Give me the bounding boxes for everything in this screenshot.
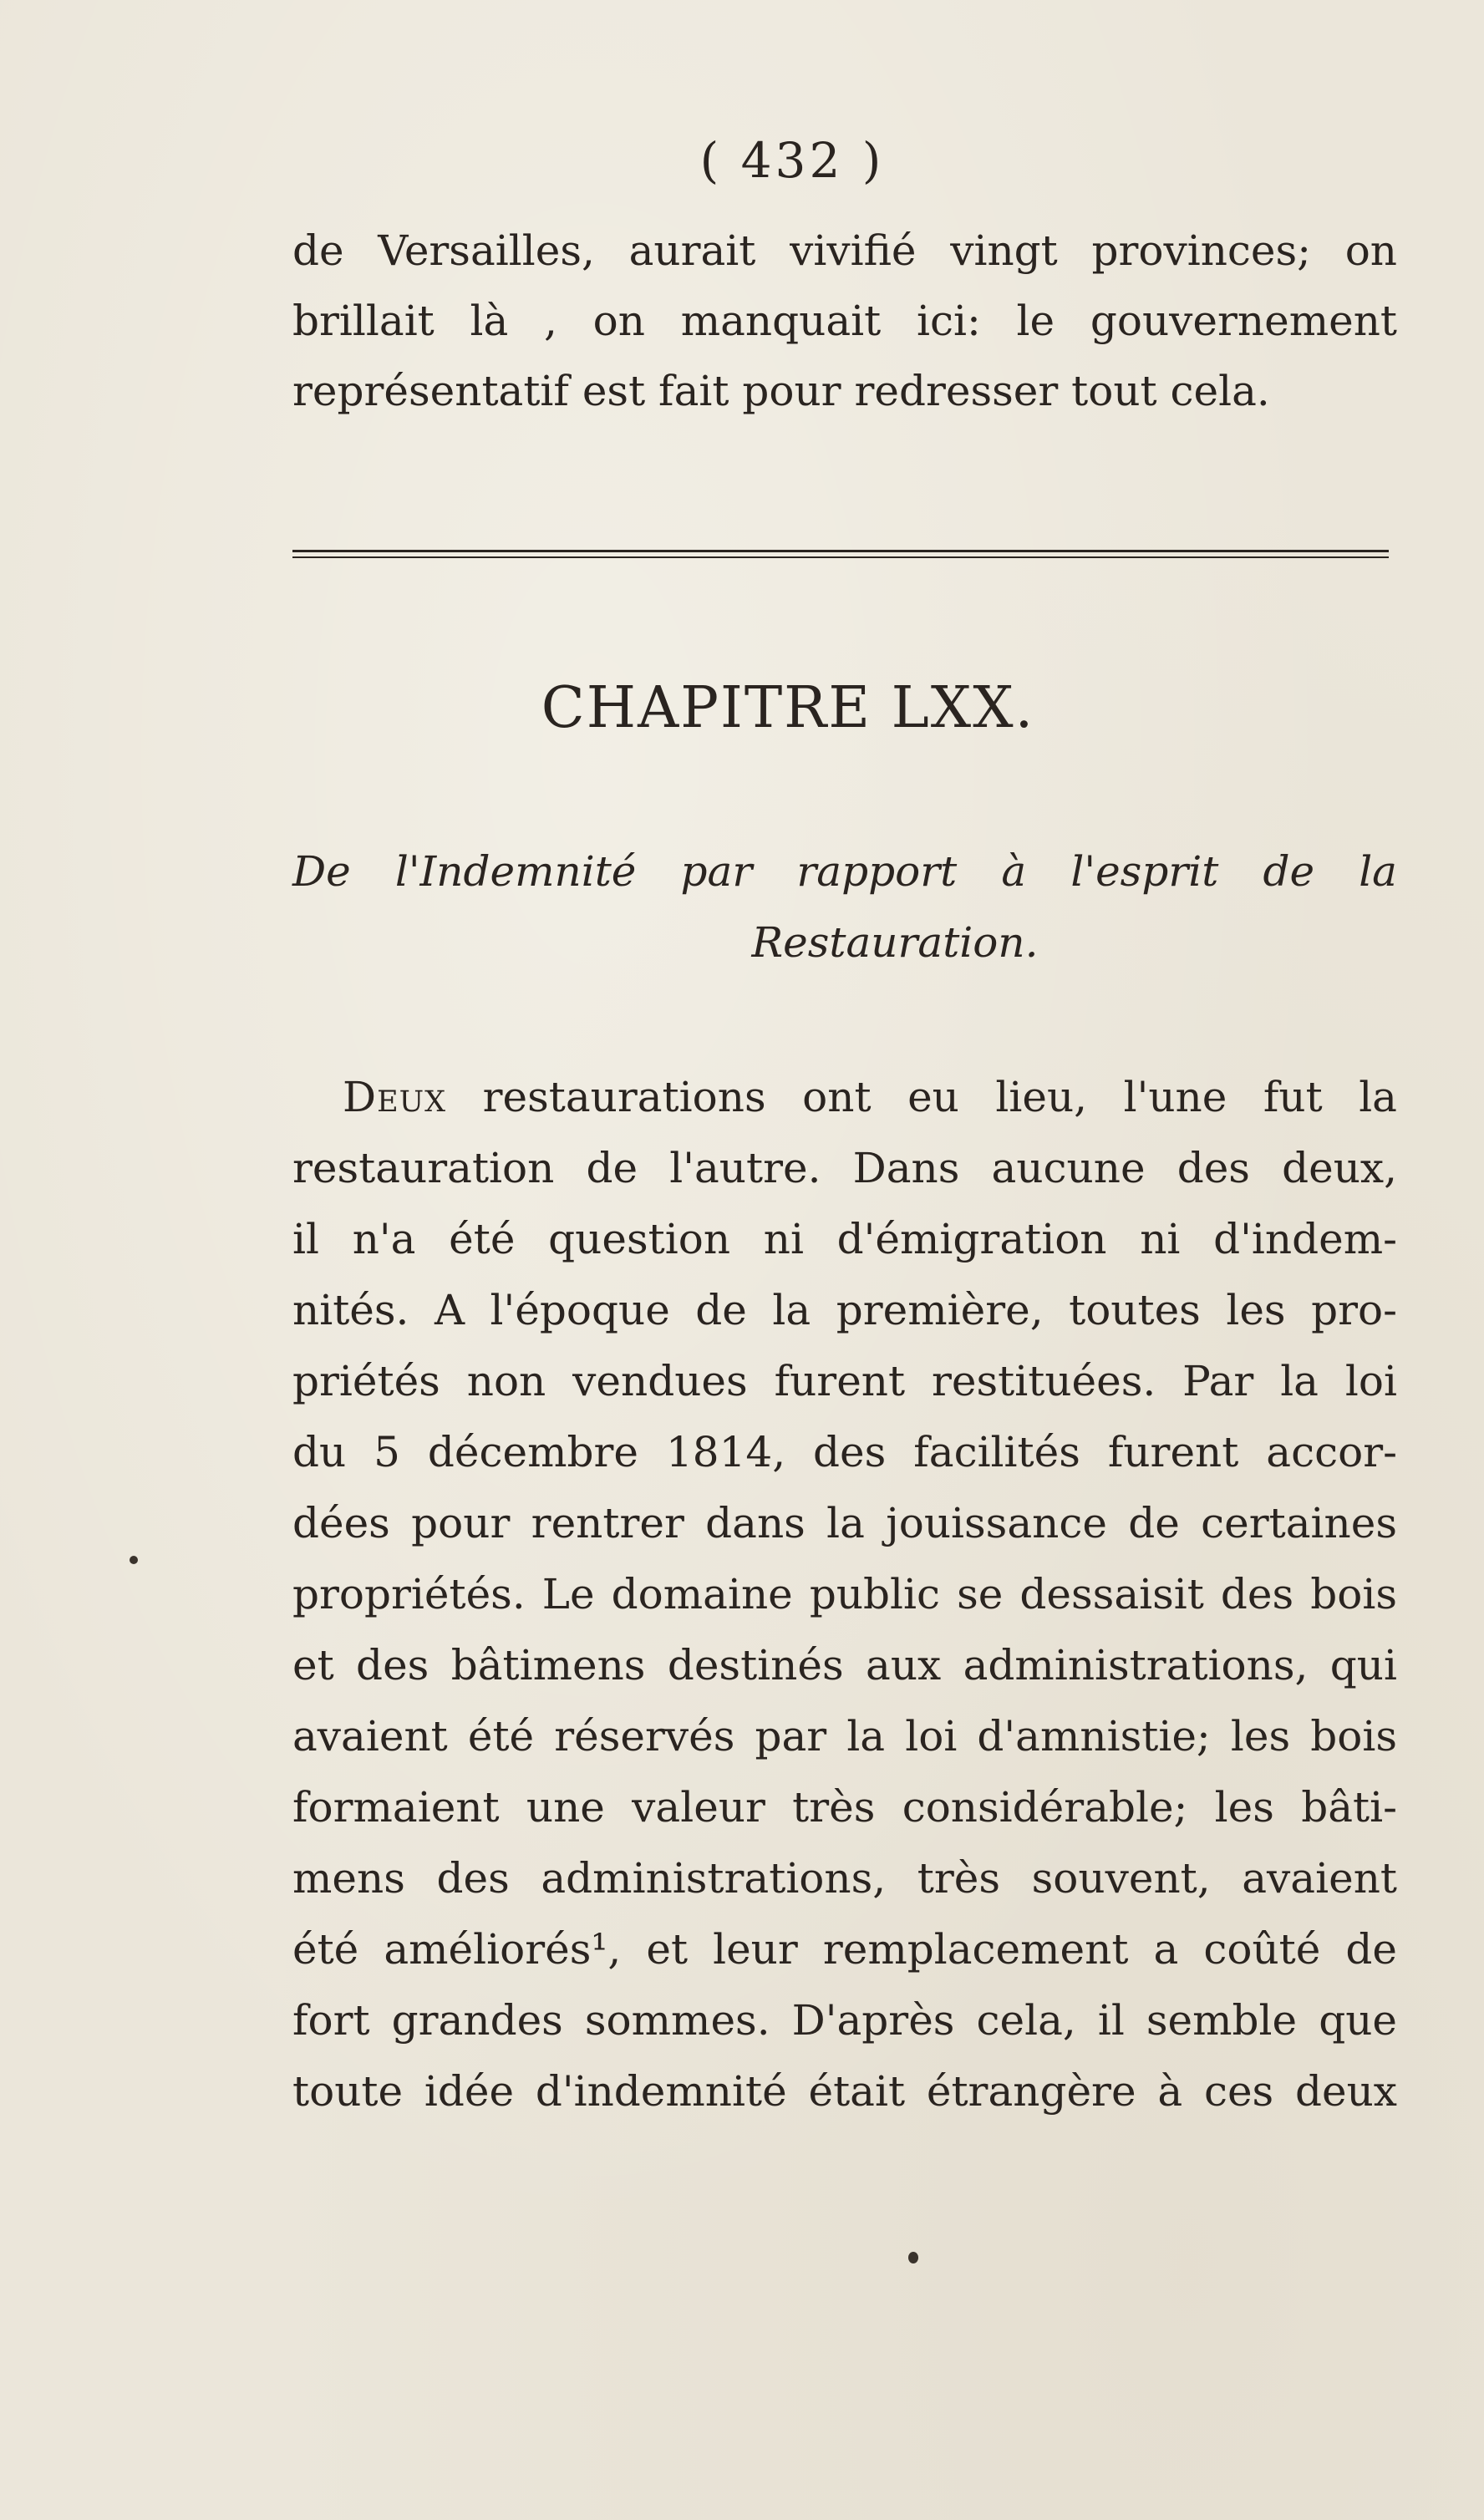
- text-line: propriétés. Le domaine public se dessaisit des bois: [292, 1570, 1397, 1618]
- text-line: formaient une valeur très considérable; les bâti-: [292, 1783, 1397, 1832]
- text-line: fort grandes sommes. D'après cela, il semble que: [292, 1996, 1397, 2045]
- text-line: du 5 décembre 1814, des facilités furent accor-: [292, 1428, 1397, 1476]
- chapter-title: CHAPITRE LXX.: [541, 675, 1035, 741]
- chapter-divider-top: [292, 550, 1389, 552]
- text-line: nités. A l'époque de la première, toutes les pro-: [292, 1286, 1397, 1334]
- text-line: et des bâtimens destinés aux administrations, qui: [292, 1641, 1397, 1689]
- chapter-subtitle-line1: De l'Indemnité par rapport à l'esprit de la: [292, 847, 1397, 896]
- text-line-first: [292, 1072, 1397, 1122]
- first-line-text: restaurations ont eu lieu, l'une fut la: [446, 1073, 1397, 1121]
- chapter-divider-bottom: [292, 556, 1389, 558]
- ink-speck: [908, 2252, 918, 2263]
- text-line: été améliorés¹, et leur remplacement a coûté de: [292, 1925, 1397, 1974]
- text-line: représentatif est fait pour redresser tout cela.: [292, 367, 1270, 415]
- text-line: avaient été réservés par la loi d'amnistie; les bois: [292, 1712, 1397, 1760]
- ink-speck: [130, 1556, 138, 1564]
- chapter-subtitle-line2: Restauration.: [751, 918, 1039, 967]
- drop-word: Deux: [343, 1073, 447, 1121]
- page-number: ( 432 ): [699, 132, 885, 189]
- text-line: toute idée d'indemnité était étrangère à ces deux: [292, 2067, 1397, 2116]
- text-line: priétés non vendues furent restituées. Par la loi: [292, 1357, 1397, 1405]
- text-line: de Versailles, aurait vivifié vingt provinces; on: [292, 226, 1397, 275]
- text-line: il n'a été question ni d'émigration ni d'indem-: [292, 1215, 1397, 1263]
- text-line: mens des administrations, très souvent, avaient: [292, 1854, 1397, 1903]
- text-line: dées pour rentrer dans la jouissance de certaines: [292, 1499, 1397, 1547]
- text-line: brillait là , on manquait ici: le gouvernement: [292, 297, 1397, 345]
- text-line: restauration de l'autre. Dans aucune des deux,: [292, 1144, 1397, 1192]
